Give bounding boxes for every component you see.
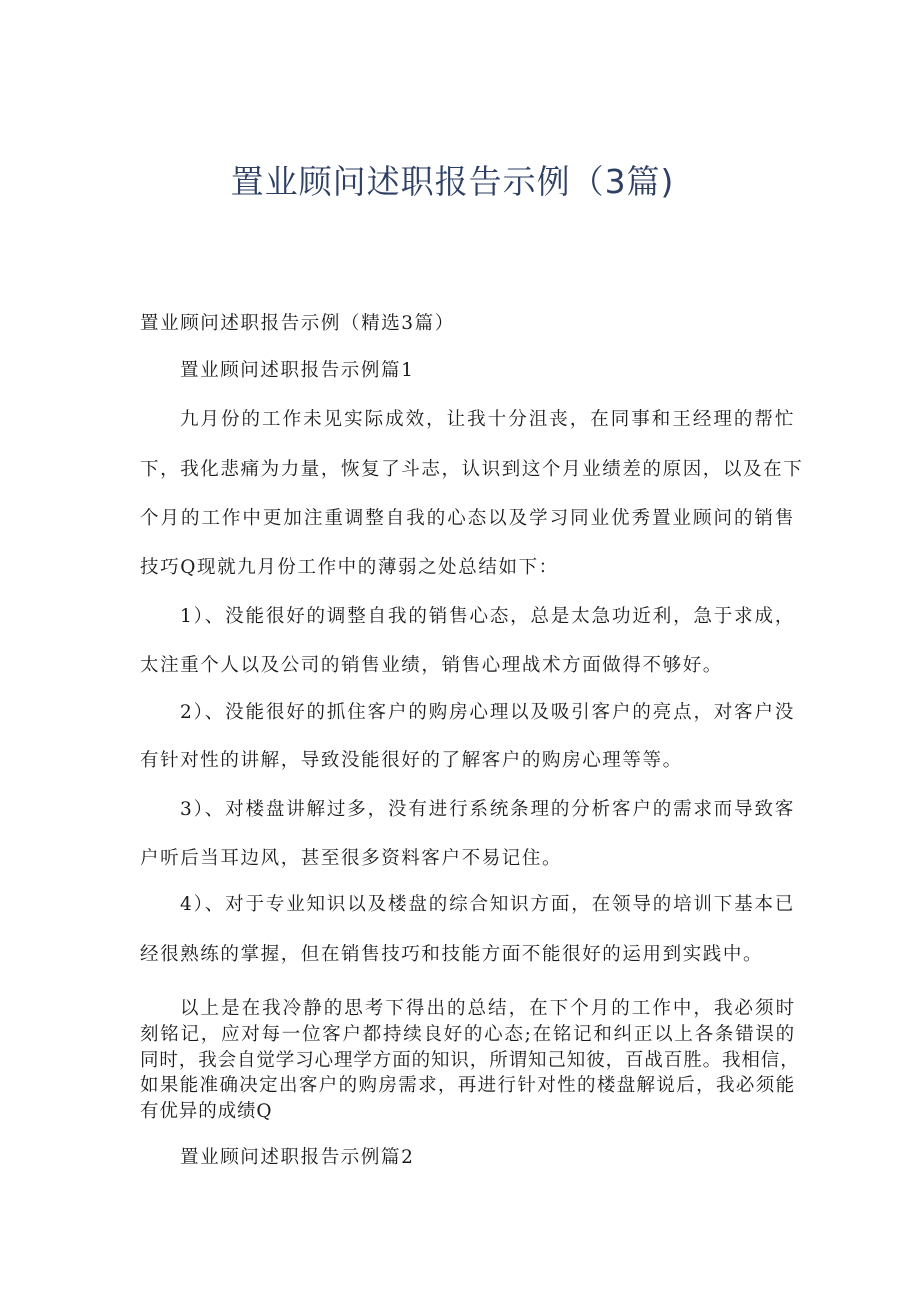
document-title: 置业顾问述职报告示例（3篇) bbox=[230, 162, 675, 201]
list-item-line: 4）、对于专业知识以及楼盘的综合知识方面，在领导的培训下基本已 bbox=[180, 894, 795, 915]
list-item-line: 3）、对楼盘讲解过多，没有进行系统条理的分析客户的需求而导致客 bbox=[180, 799, 795, 820]
paragraph-line: 九月份的工作未见实际成效，让我十分沮丧，在同事和王经理的帮忙 bbox=[180, 409, 795, 430]
list-item-line: 户听后当耳边风，甚至很多资料客户不易记住。 bbox=[140, 848, 563, 869]
paragraph-line: 有优异的成绩Q bbox=[140, 1101, 273, 1122]
paragraph-line: 个月的工作中更加注重调整自我的心态以及学习同业优秀置业顾问的销售 bbox=[140, 508, 795, 529]
list-item-line: 经很熟练的掌握，但在销售技巧和技能方面不能很好的运用到实践中。 bbox=[140, 944, 764, 965]
list-item-line: 2）、没能很好的抓住客户的购房心理以及吸引客户的亮点，对客户没 bbox=[180, 702, 795, 723]
paragraph-line: 技巧Q现就九月份工作中的薄弱之处总结如下： bbox=[140, 557, 559, 578]
list-item-line: 1）、没能很好的调整自我的销售心态，总是太急功近利，急于求成， bbox=[180, 606, 795, 627]
list-item-line: 太注重个人以及公司的销售业绩，销售心理战术方面做得不够好。 bbox=[140, 655, 723, 676]
paragraph-line: 下，我化悲痛为力量，恢复了斗志，认识到这个月业绩差的原因，以及在下 bbox=[140, 459, 804, 480]
paragraph-line: 同时，我会自觉学习心理学方面的知识，所谓知己知彼，百战百胜。我相信， bbox=[140, 1050, 800, 1071]
paragraph-line: 刻铭记，应对每一位客户都持续良好的心态;在铭记和纠正以上各条错误的 bbox=[140, 1024, 795, 1045]
paragraph-line: 以上是在我冷静的思考下得出的总结，在下个月的工作中，我必须时 bbox=[180, 998, 795, 1019]
list-item-line: 有针对性的讲解，导致没能很好的了解客户的购房心理等等。 bbox=[140, 750, 683, 771]
paragraph-line: 如果能准确决定出客户的购房需求，再进行针对性的楼盘解说后，我必须能 bbox=[140, 1075, 795, 1096]
section-heading-1: 置业顾问述职报告示例篇1 bbox=[180, 360, 415, 381]
document-subtitle: 置业顾问述职报告示例（精选3篇） bbox=[140, 313, 455, 334]
section-heading-2: 置业顾问述职报告示例篇2 bbox=[180, 1147, 415, 1168]
